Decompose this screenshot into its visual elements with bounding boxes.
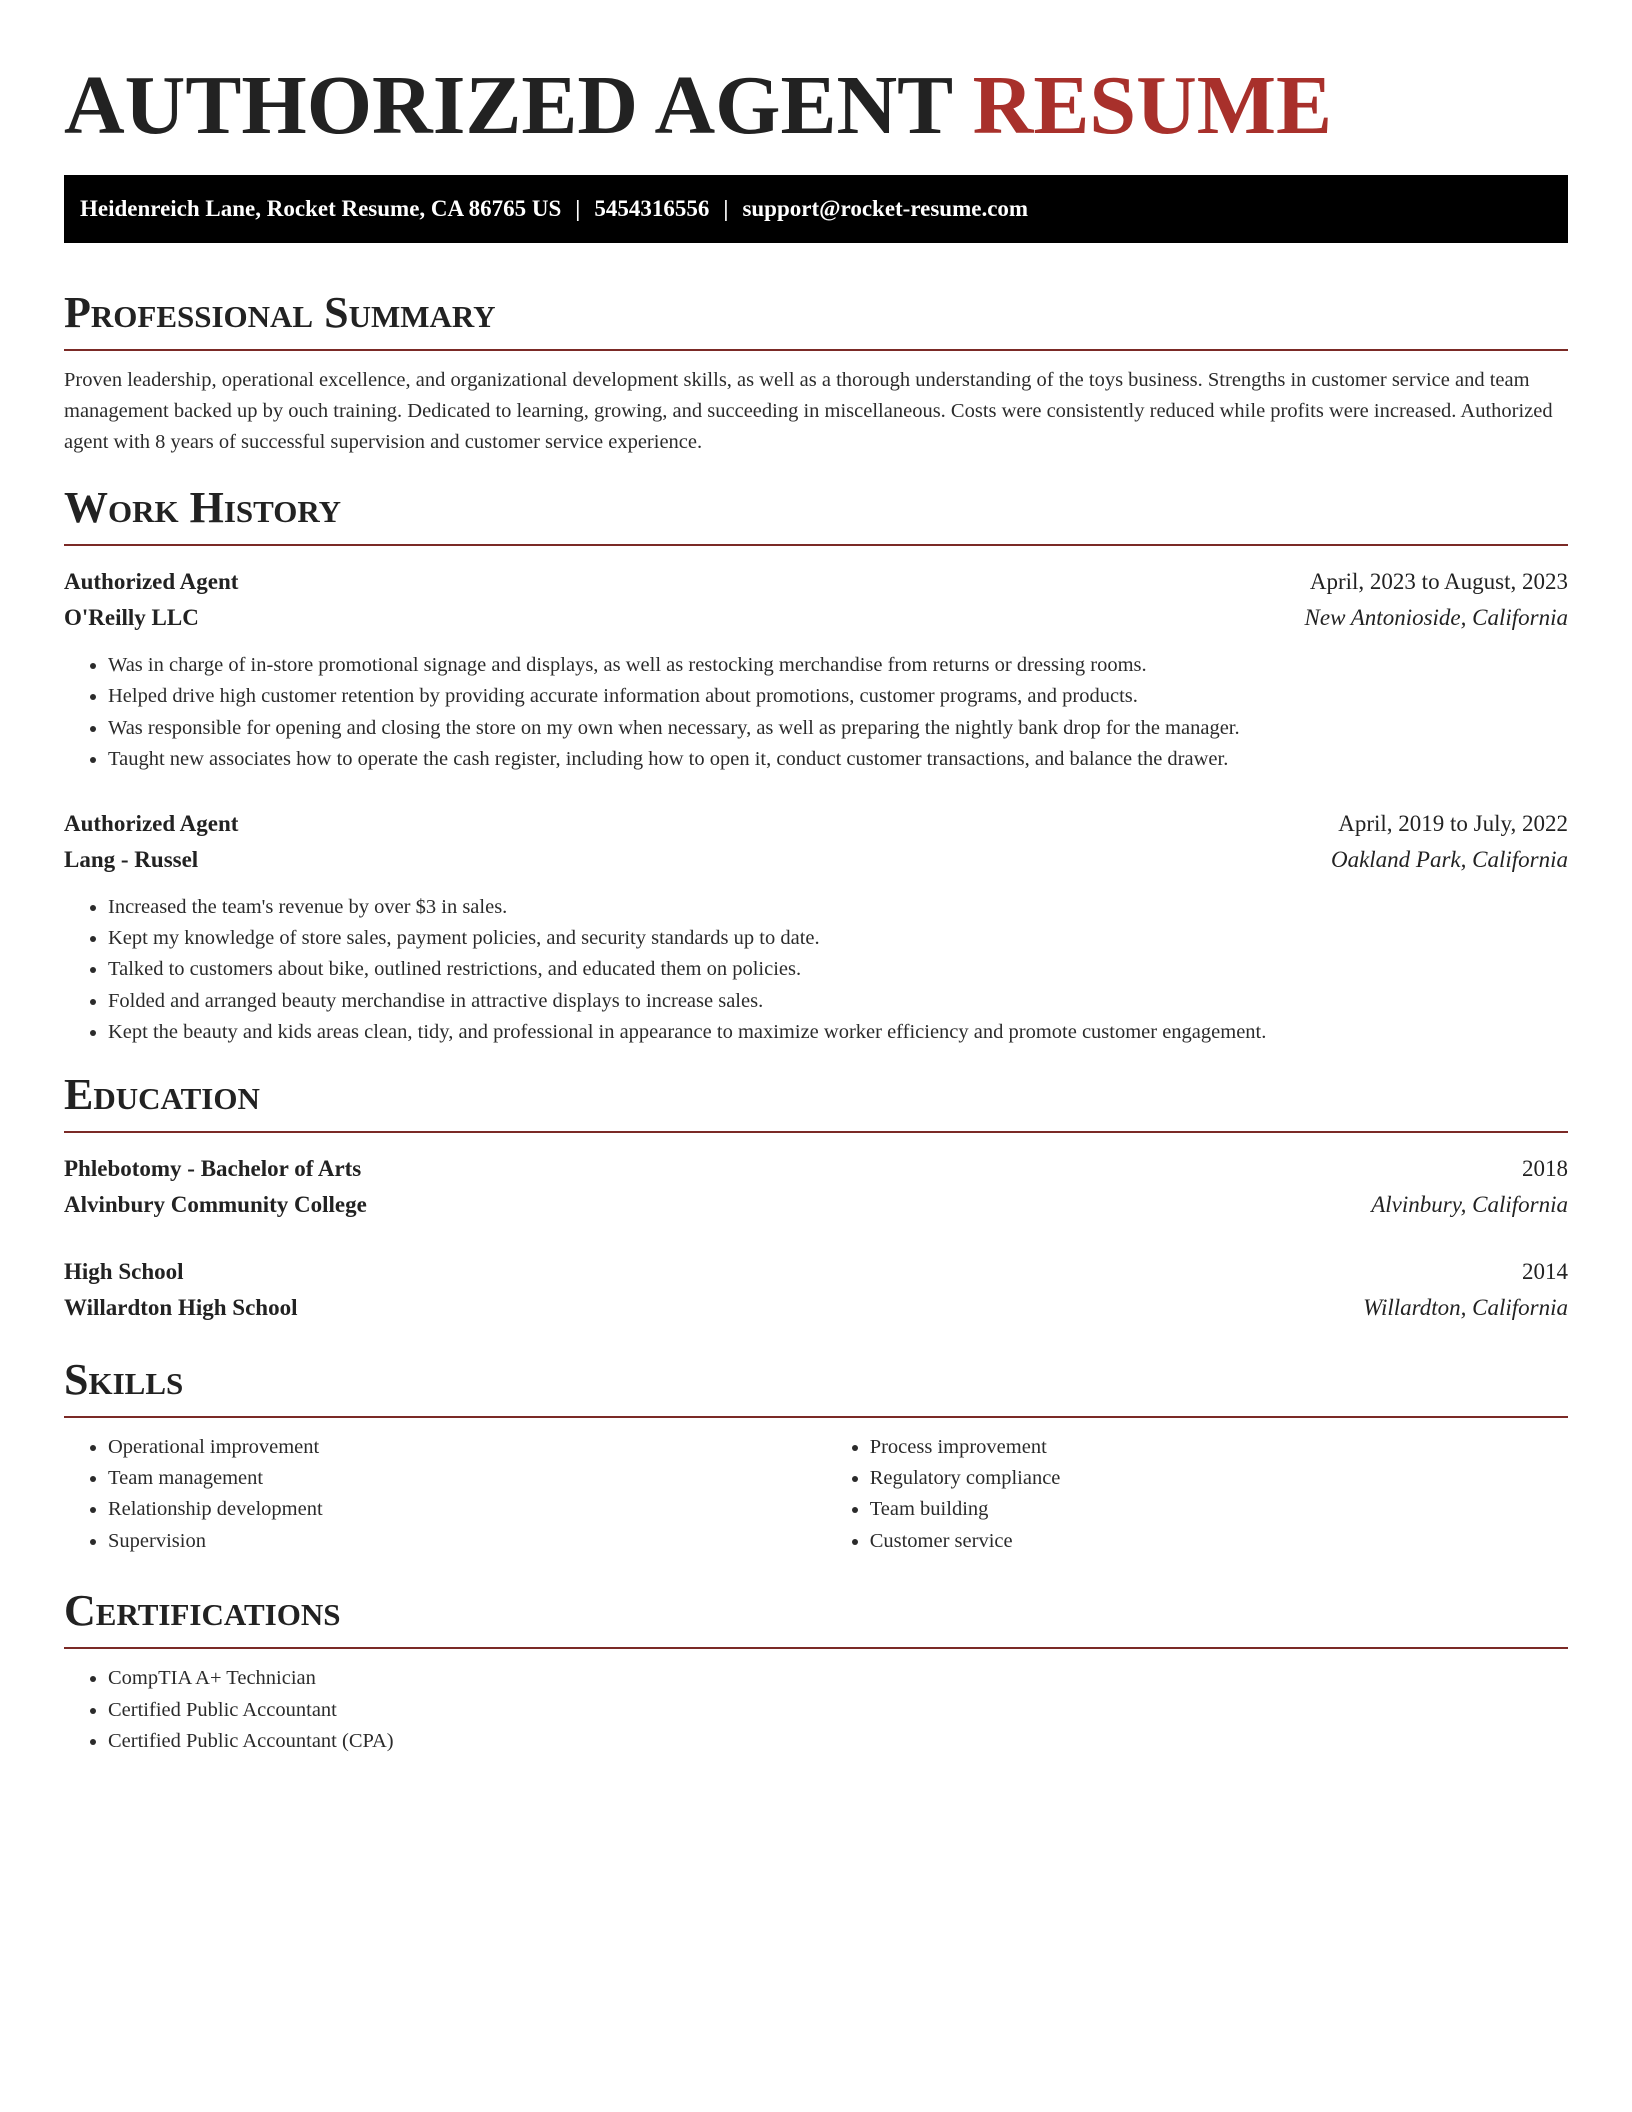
skills-section <box>64 1352 1568 1558</box>
job-header-row <box>64 564 1568 600</box>
education-school: Alvinbury Community College <box>64 1191 367 1217</box>
section-divider <box>64 1131 1568 1133</box>
job-company-row <box>64 842 1568 878</box>
skills-grid <box>64 1432 1568 1558</box>
education-degree-row <box>64 1151 1568 1187</box>
summary-text: Proven leadership, operational excellence, and organizational development skills, as well as a thorough understanding of the toys business. Strengths in customer service and team management backed up by ouch training. Dedicated to learning, growing, and succeeding in miscellaneous. Costs were consistently reduced while profits were increased. Authorized agent with 8 years of successful supervision and customer service experience. <box>64 369 1553 453</box>
job-bullet: • Kept my knowledge of store sales, payment policies, and security standards up to date. <box>108 923 1568 954</box>
education-entry <box>64 1151 1568 1223</box>
job-bullet: • Taught new associates how to operate the cash register, including how to open it, conduct customer transactions, and balance the drawer. <box>108 744 1568 775</box>
job-bullet: • Was responsible for opening and closing the store on my own when necessary, as well as preparing the nightly bank drop for the manager. <box>108 713 1568 744</box>
education-year: 2014 <box>1522 1258 1568 1284</box>
job-header-row <box>64 806 1568 842</box>
contact-email[interactable]: support@rocket-resume.com <box>742 196 1029 221</box>
education-school-row <box>64 1290 1568 1326</box>
job-bullet: • Kept the beauty and kids areas clean, tidy, and professional in appearance to maximize worker efficiency and promote customer engagement. <box>108 1017 1568 1048</box>
job-bullet: • Increased the team's revenue by over $3 in sales. <box>108 892 1568 923</box>
job-entry <box>64 564 1568 776</box>
section-divider <box>64 1416 1568 1418</box>
job-bullet: • Helped drive high customer retention by providing accurate information about promotions, customer programs, and products. <box>108 681 1568 712</box>
education-school: Willardton High School <box>64 1294 298 1320</box>
resume-title-accent: RESUME <box>972 59 1333 152</box>
skill-item: • Relationship development <box>108 1494 826 1525</box>
job-location: Oakland Park, California <box>1330 846 1568 872</box>
section-divider <box>64 544 1568 546</box>
section-heading-work-history: Work History <box>64 483 342 532</box>
education-year: 2018 <box>1522 1155 1568 1181</box>
job-bullet-list <box>64 892 1568 1049</box>
skill-item: • Process improvement <box>870 1432 1568 1463</box>
job-company: Lang - Russel <box>64 846 199 872</box>
certification-item: • CompTIA A+ Technician <box>108 1663 1568 1694</box>
section-divider <box>64 349 1568 351</box>
education-section <box>64 1067 1568 1326</box>
skill-item: • Supervision <box>108 1526 826 1557</box>
contact-separator: | <box>723 196 729 221</box>
skills-list-right <box>826 1432 1568 1558</box>
education-entry <box>64 1254 1568 1326</box>
section-heading-skills: Skills <box>64 1354 184 1404</box>
contact-phone: 5454316556 <box>594 196 710 221</box>
certification-item: • Certified Public Accountant (CPA) <box>108 1726 1568 1757</box>
job-bullet: • Was in charge of in-store promotional signage and displays, as well as restocking merchandise from returns or dressing rooms. <box>108 650 1568 681</box>
contact-bar <box>64 175 1568 243</box>
skill-item: • Team building <box>870 1494 1568 1525</box>
summary-section <box>64 285 1568 458</box>
job-bullet: • Talked to customers about bike, outlined restrictions, and educated them on policies. <box>108 954 1568 985</box>
section-heading-education: Education <box>64 1069 260 1119</box>
job-dates: April, 2023 to August, 2023 <box>1309 569 1568 594</box>
skill-item: • Regulatory compliance <box>870 1463 1568 1494</box>
education-school-row <box>64 1187 1568 1223</box>
resume-title <box>64 0 1568 156</box>
education-location: Willardton, California <box>1363 1294 1568 1320</box>
resume-title-main: AUTHORIZED AGENT <box>64 59 973 152</box>
education-location: Alvinbury, California <box>1371 1191 1568 1217</box>
certification-item: • Certified Public Accountant <box>108 1695 1568 1726</box>
skill-item: • Customer service <box>870 1526 1568 1557</box>
job-company: O'Reilly LLC <box>64 605 199 630</box>
contact-separator: | <box>575 196 581 221</box>
job-bullet: • Folded and arranged beauty merchandise in attractive displays to increase sales. <box>108 986 1568 1017</box>
section-heading-summary: Professional Summary <box>64 288 496 337</box>
education-degree: Phlebotomy - Bachelor of Arts <box>64 1155 362 1181</box>
section-heading-certifications: Certifications <box>64 1586 341 1636</box>
job-bullet-list <box>64 650 1568 776</box>
job-dates: April, 2019 to July, 2022 <box>1338 810 1568 836</box>
skill-item: • Team management <box>108 1463 826 1494</box>
job-entry <box>64 806 1568 1049</box>
section-divider <box>64 1647 1568 1649</box>
certifications-section <box>64 1583 1568 1757</box>
job-location: New Antonioside, California <box>1304 605 1568 630</box>
skills-list-left <box>64 1432 826 1558</box>
education-degree: High School <box>64 1258 184 1284</box>
certifications-list <box>64 1663 1568 1757</box>
job-company-row <box>64 600 1568 636</box>
work-history-section <box>64 480 1568 1049</box>
contact-address: Heidenreich Lane, Rocket Resume, CA 86765 US <box>80 196 562 221</box>
job-title: Authorized Agent <box>64 569 239 594</box>
job-title: Authorized Agent <box>64 810 239 836</box>
skill-item: • Operational improvement <box>108 1432 826 1463</box>
education-degree-row <box>64 1254 1568 1290</box>
